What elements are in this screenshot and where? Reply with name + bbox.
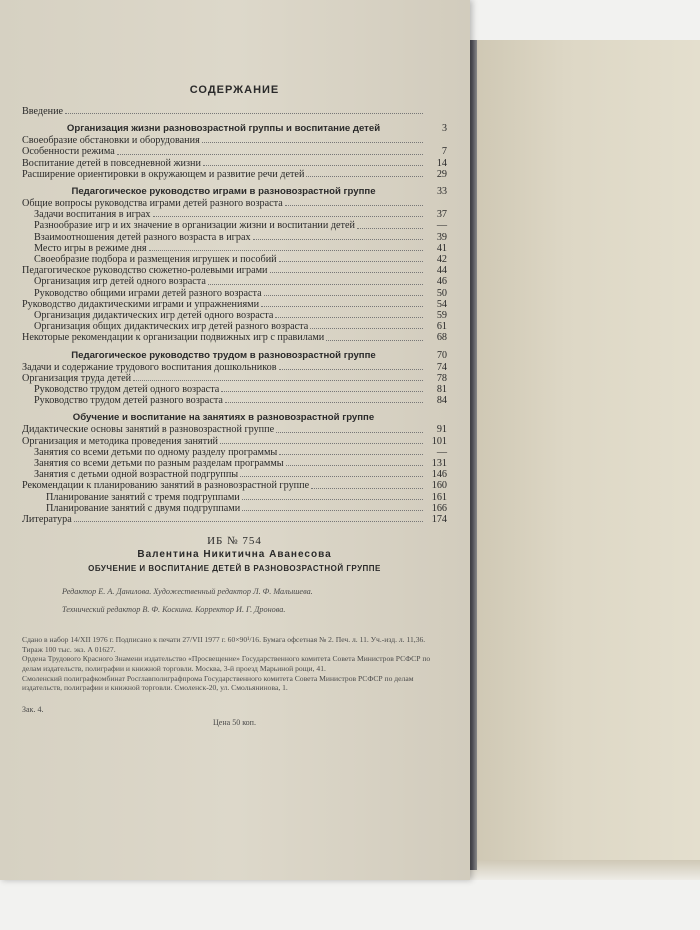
toc-entry-text: Организация труда детей (22, 372, 132, 384)
toc-entry-page (425, 135, 447, 146)
leader-dots (202, 135, 423, 143)
imprint-printer: Смоленский полиграфкомбинат Росглавполиграфпрома Государственного комитета Совета Министров РСФСР по делам издательств, полиграфии и книжной торговли. Смоленск-20, ул. Смольянинова, 1. (22, 673, 414, 693)
toc-entry-text: Некоторые рекомендации к организации подвижных игр с правилами (22, 332, 325, 344)
toc-entry-page: 50 (436, 287, 447, 299)
toc-entry-text: Руководство общими играми детей разного возраста (34, 287, 262, 299)
toc-section-heading (22, 412, 447, 424)
toc-entry (22, 146, 447, 157)
toc-entry (22, 321, 447, 332)
toc-entry-page: 37 (436, 209, 447, 221)
toc-entry (22, 469, 447, 480)
toc-entry (22, 254, 447, 265)
toc-entry (22, 436, 447, 447)
toc-literature (22, 514, 447, 525)
credits (22, 583, 447, 619)
toc-entry-text: Занятия со всеми детьми по одному разделу программы (34, 446, 278, 458)
leader-dots (311, 480, 423, 488)
toc-entry (22, 458, 447, 469)
toc-entry-page: 39 (436, 231, 447, 243)
leader-dots (286, 458, 423, 466)
imprint-print-data: Сдано в набор 14/XII 1976 г. Подписано к печати 27/VII 1977 г. 60×90¹/16. Бумага офсетная № 2. Печ. л. 11. Уч.-изд. л. 11,36. Тираж 100 тыс. экз. А 01627. (22, 635, 426, 654)
toc-entry-text: Разнообразие игр и их значение в организации жизни и воспитании детей (34, 220, 355, 232)
leader-dots (153, 209, 424, 217)
toc-entry (22, 135, 447, 146)
section-heading-page: 3 (442, 123, 447, 135)
toc-entry (22, 384, 447, 395)
toc-entry-text: Руководство трудом детей разного возраста (34, 395, 223, 407)
toc-entry (22, 158, 447, 169)
toc-entry-page: 101 (431, 435, 447, 447)
leader-dots (310, 321, 423, 329)
toc-entry-text: Своеобразие подбора и размещения игрушек и пособий (34, 254, 277, 266)
toc-entry-text: Занятия с детьми одной возрастной подгруппы (34, 469, 239, 481)
toc-entry-page: 146 (431, 469, 447, 481)
toc-entry-text: Расширение ориентировки в окружающем и развитие речи детей (22, 168, 305, 180)
toc-entry-text: Педагогическое руководство сюжетно-ролевыми играми (22, 265, 268, 277)
toc-section-heading (22, 350, 447, 362)
credits-technical: Технический редактор В. Ф. Коскина. Корректор И. Г. Дронова. (62, 605, 286, 615)
toc-entry (22, 198, 447, 209)
toc-entry-text: Планирование занятий с тремя подгруппами (46, 491, 240, 503)
toc-title: СОДЕРЖАНИЕ (189, 84, 280, 96)
toc-entry (22, 265, 447, 276)
toc-entry-page: — (436, 220, 447, 232)
section-heading-page (425, 412, 447, 424)
leader-dots (220, 436, 423, 444)
leader-dots (149, 243, 423, 251)
toc-entry-text: Организация дидактических игр детей одного возраста (34, 310, 274, 322)
toc-entry-page: 44 (436, 265, 447, 277)
toc-entry-page: 41 (436, 242, 447, 254)
toc-entry-text: Своеобразие обстановки и оборудования (22, 135, 200, 147)
leader-dots (242, 503, 423, 511)
section-heading-page: 33 (437, 186, 447, 198)
toc-entry-text: Занятия со всеми детьми по разным разделам программы (34, 458, 284, 470)
toc-entry-page: 166 (431, 502, 447, 514)
toc-entry-page: 160 (431, 480, 447, 492)
toc-entry-page: 29 (436, 168, 447, 180)
toc-entry-page (425, 106, 447, 117)
toc-entry-text: Дидактические основы занятий в разновозрастной группе (22, 424, 275, 436)
toc-entry (22, 220, 447, 231)
toc-entry-page: 131 (431, 458, 447, 470)
leader-dots (326, 332, 423, 340)
leader-dots (357, 220, 423, 228)
leader-dots (264, 288, 423, 296)
toc-entry-page: 174 (431, 514, 447, 526)
toc-entry-text: Руководство трудом детей одного возраста (34, 384, 220, 396)
section-heading-text: Организация жизни разновозрастной группы и воспитание детей (66, 123, 381, 135)
section-heading-text: Педагогическое руководство трудом в разновозрастной группе (71, 349, 376, 361)
toc-entry-text: Планирование занятий с двумя подгруппами (46, 502, 241, 514)
toc-entry-page: 74 (436, 361, 447, 373)
leader-dots (253, 232, 423, 240)
toc-section-heading (22, 186, 447, 198)
author-name: Валентина Никитична Аванесова (137, 549, 332, 561)
toc-entry-page: 84 (436, 395, 447, 407)
toc-entry (22, 373, 447, 384)
toc-entry-text: Организация игр детей одного возраста (34, 276, 206, 288)
toc-entry-text: Особенности режима (22, 146, 115, 158)
leader-dots (74, 514, 423, 522)
toc-entry (22, 288, 447, 299)
toc-entry-text: Организация и методика проведения занятий (22, 435, 218, 447)
toc-entry (22, 492, 447, 503)
toc-entry-text: Задачи и содержание трудового воспитания дошкольников (22, 361, 277, 373)
toc-entry (22, 395, 447, 406)
toc-entry-page: 61 (436, 321, 447, 333)
leader-dots (279, 447, 423, 455)
toc-entry-page: 161 (431, 491, 447, 503)
leader-dots (275, 310, 423, 318)
section-heading-page: 70 (437, 349, 447, 361)
toc-entry-page: 7 (441, 146, 447, 158)
toc-entry-page: 91 (436, 424, 447, 436)
toc-entry-page: 68 (436, 332, 447, 344)
toc-entry-page: 14 (436, 157, 447, 169)
toc-entry (22, 310, 447, 321)
toc-entry (22, 362, 447, 373)
toc-entry-page: 54 (436, 298, 447, 310)
toc-entry (22, 447, 447, 458)
toc-entry (22, 276, 447, 287)
leader-dots (261, 299, 423, 307)
toc-entry-text: Взаимоотношения детей разного возраста в играх (34, 231, 251, 243)
toc-entry-page (425, 198, 447, 209)
order-number: Зак. 4. (22, 704, 44, 714)
toc-entry (22, 232, 447, 243)
toc-entry-page: 78 (436, 372, 447, 384)
toc-entry (22, 169, 447, 180)
toc-entry-page: 59 (436, 310, 447, 322)
leader-dots (225, 395, 423, 403)
leader-dots (270, 265, 424, 273)
leader-dots (65, 106, 423, 114)
toc-entry (22, 243, 447, 254)
page-content (22, 84, 447, 727)
leader-dots (117, 146, 423, 154)
toc-entry-text: Рекомендации к планированию занятий в разновозрастной группе (22, 480, 310, 492)
toc-entry (22, 209, 447, 220)
imprint (22, 635, 447, 693)
toc-entry-text: Воспитание детей в повседневной жизни (22, 157, 201, 169)
toc-entry (22, 424, 447, 435)
toc-entry (22, 480, 447, 491)
leader-dots (240, 469, 423, 477)
right-page-edge (470, 860, 700, 880)
toc-entry-text: Введение (22, 106, 64, 117)
toc-entry-text: Литература (22, 514, 72, 526)
toc-section-heading (22, 123, 447, 135)
toc-entry-page: 42 (436, 254, 447, 266)
leader-dots (306, 169, 423, 177)
toc-intro (22, 106, 447, 117)
leader-dots (285, 198, 423, 206)
toc-entry-text: Общие вопросы руководства играми детей разного возраста (22, 198, 283, 210)
toc-entry (22, 299, 447, 310)
leader-dots (221, 384, 423, 392)
leader-dots (276, 424, 423, 432)
toc-sections (22, 123, 447, 514)
leader-dots (203, 158, 423, 166)
toc-entry (22, 332, 447, 343)
toc-entry (22, 503, 447, 514)
imprint-publisher: Ордена Трудового Красного Знамени издательство «Просвещение» Государственного комитета Совета Министров РСФСР по делам издательств, полиграфии и книжной торговли. Москва, 3-й проезд Марьиной рощи, 41. (22, 654, 431, 674)
toc-entry-text: Руководство дидактическими играми и упражнениями (22, 298, 260, 310)
right-page (475, 40, 700, 860)
section-heading-text: Обучение и воспитание на занятиях в разновозрастной группе (72, 412, 375, 424)
credits-editors: Редактор Е. А. Данилова. Художественный редактор Л. Ф. Малышева. (62, 587, 313, 597)
toc-entry-text: Место игры в режиме дня (34, 242, 147, 254)
leader-dots (242, 492, 423, 500)
book-title: ОБУЧЕНИЕ И ВОСПИТАНИЕ ДЕТЕЙ В РАЗНОВОЗРАСТНОЙ ГРУППЕ (88, 564, 381, 574)
leader-dots (133, 373, 423, 381)
leader-dots (279, 362, 423, 370)
leader-dots (208, 276, 423, 284)
toc-entry-page: 81 (436, 384, 447, 396)
ib-number: ИБ № 754 (207, 535, 262, 548)
leader-dots (279, 254, 423, 262)
toc-entry-text: Организация общих дидактических игр детей разного возраста (34, 321, 309, 333)
toc-entry-page: — (436, 446, 447, 458)
toc-entry-text: Задачи воспитания в играх (34, 209, 151, 221)
toc-entry-page: 46 (436, 276, 447, 288)
price: Цена 50 коп. (213, 717, 256, 727)
section-heading-text: Педагогическое руководство играми в разновозрастной группе (71, 186, 376, 198)
